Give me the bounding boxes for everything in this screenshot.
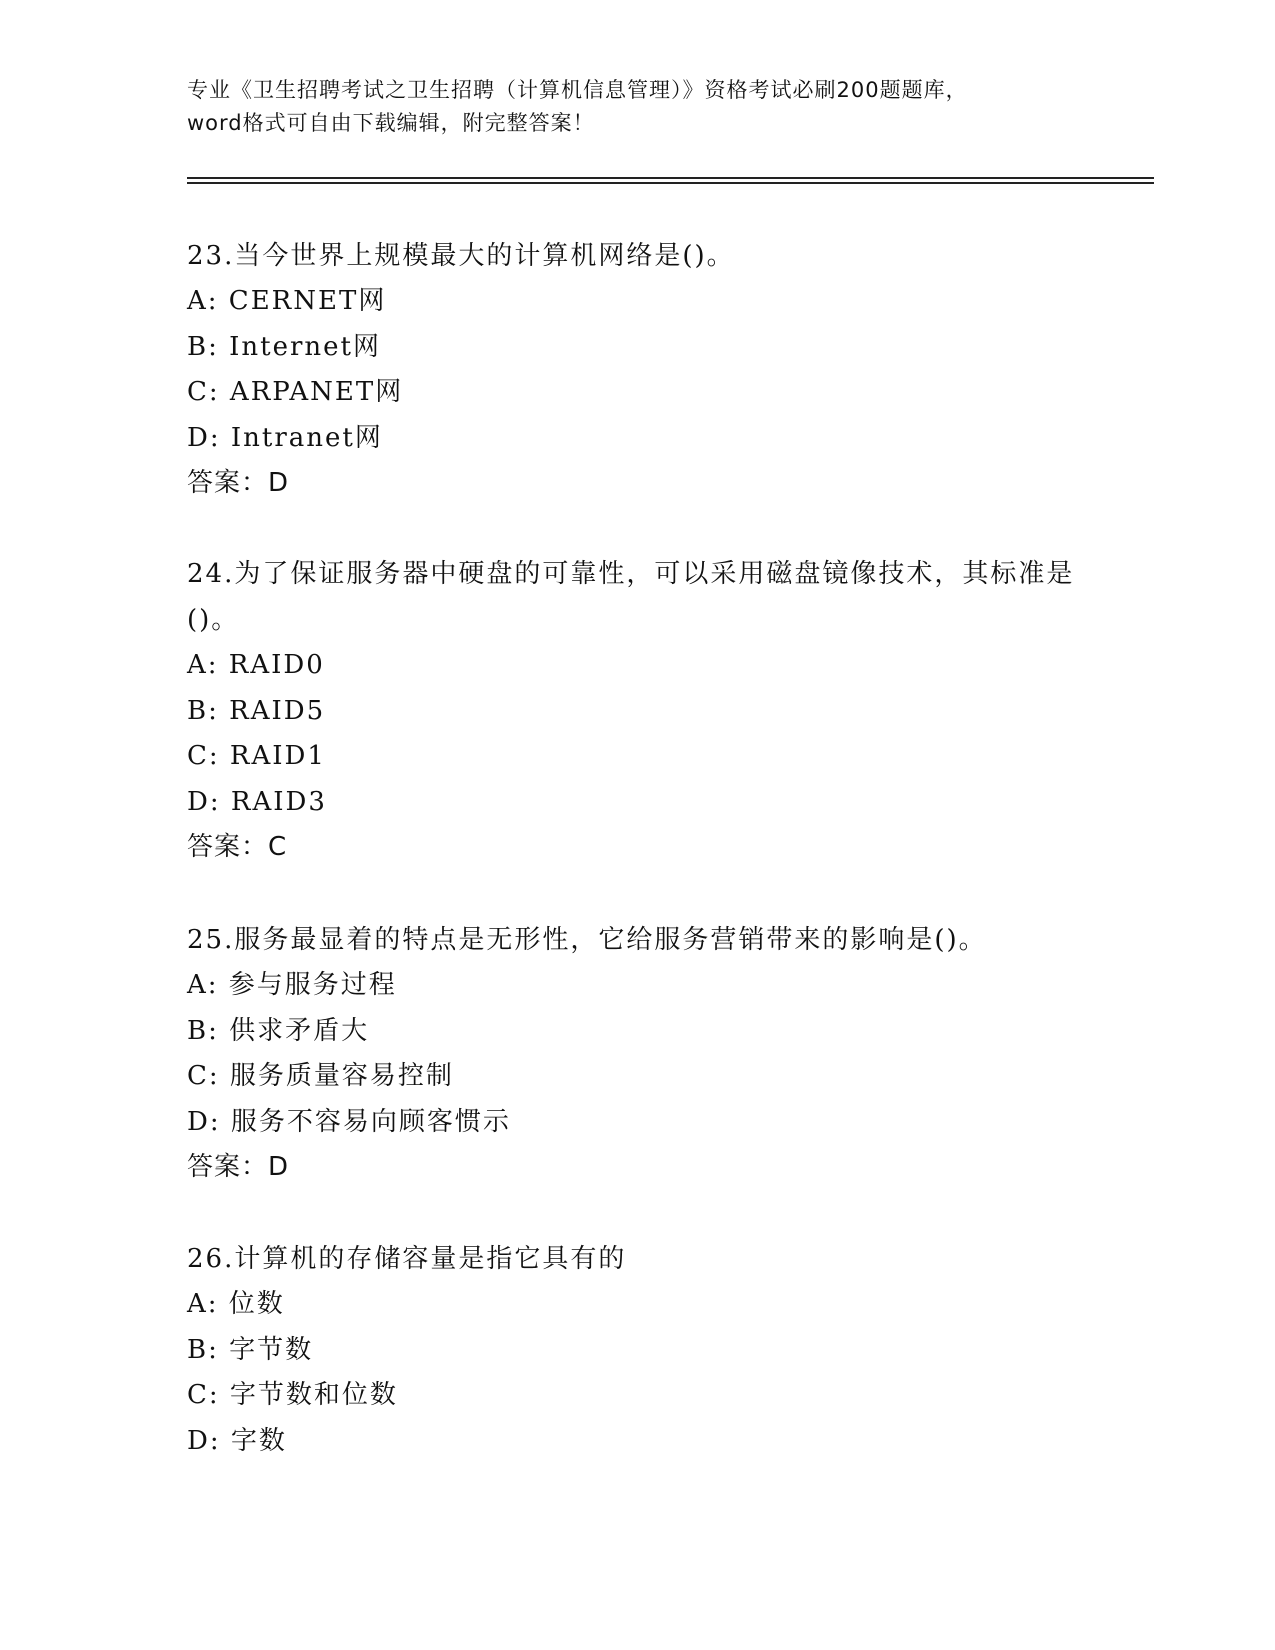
option-c: C: ARPANET网 [187, 377, 404, 407]
option-a: A: CERNET网 [187, 286, 387, 316]
option-c: C: 字节数和位数 [187, 1380, 398, 1410]
header-line-2: word格式可自由下载编辑，附完整答案！ [187, 111, 595, 135]
answer-line: 答案：D [187, 1152, 290, 1182]
option-b: B: 字节数 [187, 1334, 314, 1365]
question-26 [187, 1236, 1087, 1464]
question-24 [187, 551, 1087, 871]
header-line-1: 专业《卫生招聘考试之卫生招聘（计算机信息管理）》资格考试必刷200题题库， [187, 78, 968, 102]
answer-line: 答案：D [187, 468, 290, 498]
question-25 [187, 917, 1087, 1191]
question-stem: 26.计算机的存储容量是指它具有的 [187, 1244, 627, 1274]
answer-line: 答案：C [187, 832, 288, 862]
option-b: B: Internet网 [187, 331, 381, 362]
option-a: A: RAID0 [187, 650, 325, 680]
option-c: C: RAID1 [187, 741, 326, 771]
document-header [187, 74, 1087, 140]
header-divider-bottom [187, 182, 1154, 184]
option-d: D: 服务不容易向顾客惯示 [187, 1106, 511, 1137]
header-divider-top [187, 177, 1154, 179]
question-stem: 23.当今世界上规模最大的计算机网络是()。 [187, 241, 735, 271]
option-d: D: 字数 [187, 1425, 287, 1456]
option-d: D: Intranet网 [187, 422, 383, 453]
question-23 [187, 233, 1087, 507]
option-b: B: RAID5 [187, 695, 326, 726]
question-stem: 24.为了保证服务器中硬盘的可靠性，可以采用磁盘镜像技术，其标准是()。 [187, 559, 1075, 635]
option-d: D: RAID3 [187, 786, 327, 817]
option-a: A: 参与服务过程 [187, 970, 397, 1000]
option-a: A: 位数 [187, 1289, 285, 1319]
question-stem: 25.服务最显着的特点是无形性，它给服务营销带来的影响是()。 [187, 925, 987, 955]
option-b: B: 供求矛盾大 [187, 1015, 370, 1046]
option-c: C: 服务质量容易控制 [187, 1061, 454, 1091]
